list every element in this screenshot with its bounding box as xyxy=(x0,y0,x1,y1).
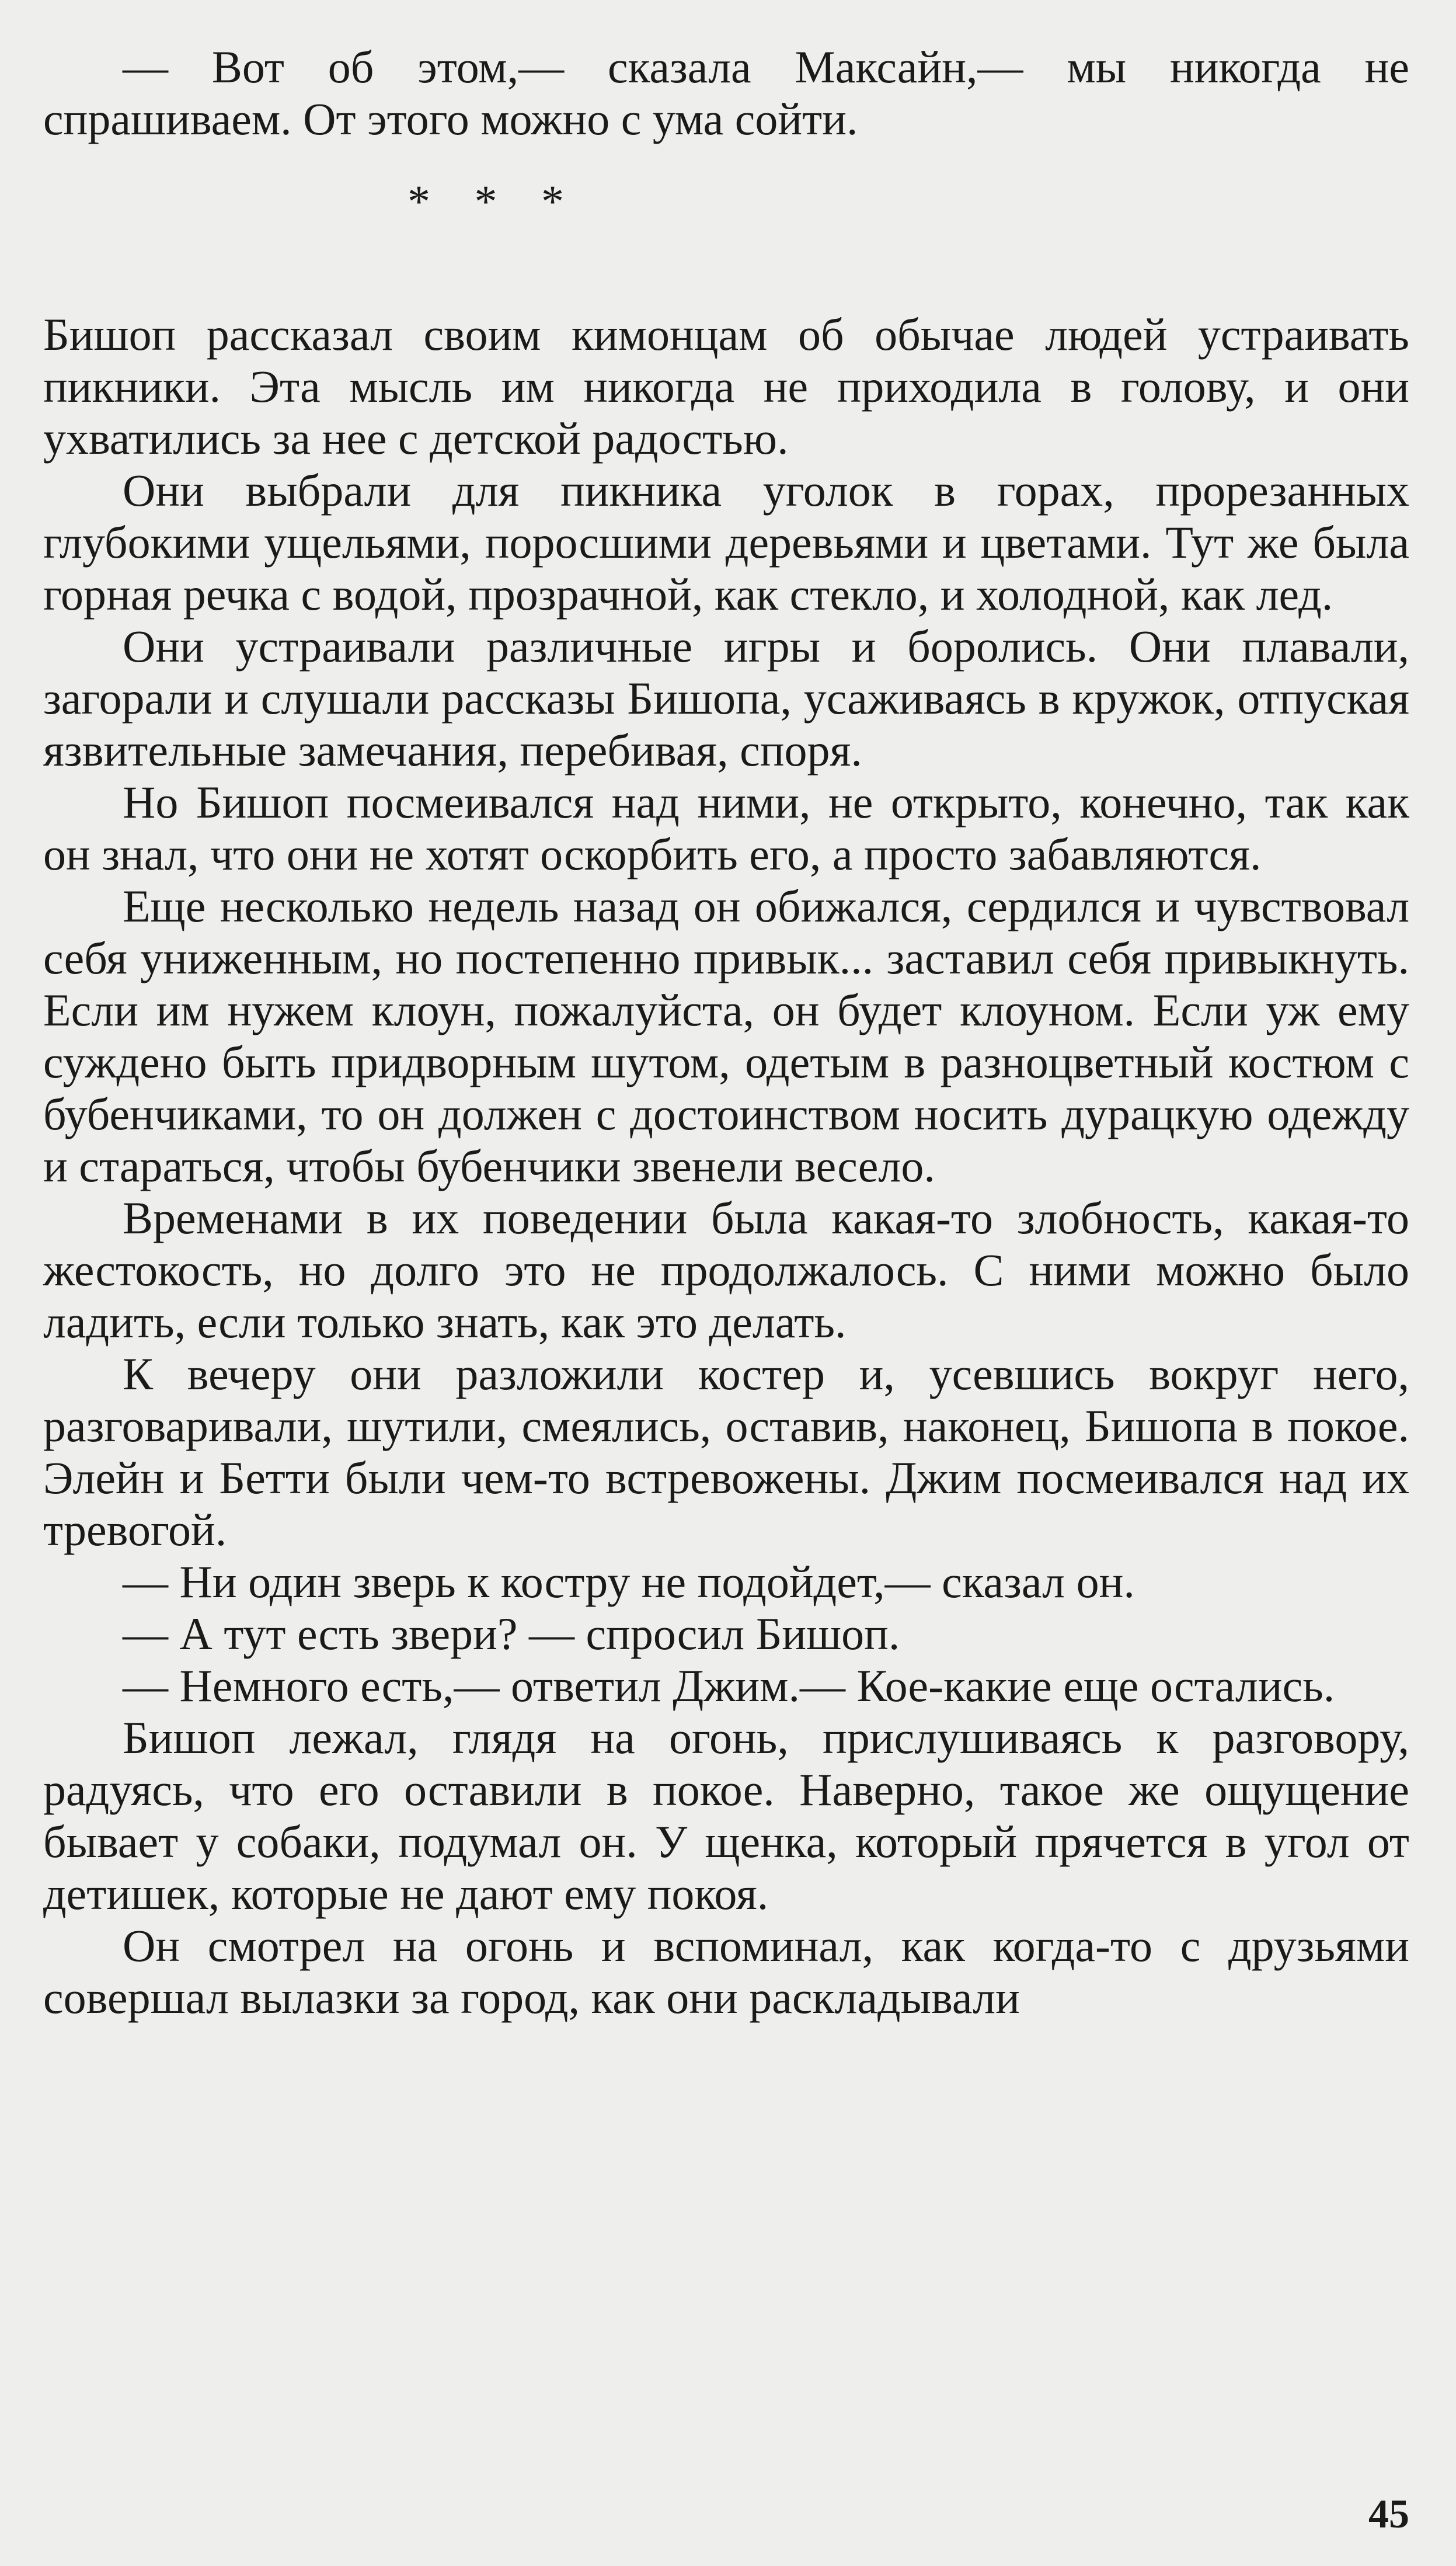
paragraph: Еще несколько недель назад он обижался, сердился и чувствовал себя униженным, но постепенно привык... заставил себя привыкнуть. Если им нужем клоун, пожалуйста, он будет клоуном. Если уж ему суждено быть придворным шутом, одетым в разноцветный костюм с бубенчиками, то он должен с достоинством носить дурацкую одежду и стараться, чтобы бубенчики звенели весело. xyxy=(43,881,1409,1191)
paragraph: Бишоп лежал, глядя на огонь, прислушиваясь к разговору, радуясь, что его оставили в покое. Наверно, такое же ощущение бывает у собаки, подумал он. У щенка, который прячется в угол от детишек, которые не дают ему покоя. xyxy=(43,1712,1409,1919)
paragraph: Бишоп рассказал своим кимонцам об обычае людей устраивать пикники. Эта мысль им никогда не приходила в голову, и они ухватились за нее с детской радостью. xyxy=(43,309,1409,464)
opening-dialogue: — Вот об этом,— сказала Максайн,— мы никогда не спрашиваем. От этого можно с ума сойти. xyxy=(43,41,1409,144)
dialogue-line: — Ни один зверь к костру не подойдет,— сказал он. xyxy=(123,1556,1135,1607)
paragraph: К вечеру они разложили костер и, усевшись вокруг него, разговаривали, шутили, смеялись, оставив, наконец, Бишопа в покое. Элейн и Бетти были чем-то встревожены. Джим посмеивался над их тревогой. xyxy=(43,1348,1409,1555)
page-body xyxy=(43,41,1409,2023)
paragraph: Но Бишоп посмеивался над ними, не открыто, конечно, так как он знал, что они не хотят оскорбить его, а просто забавляются. xyxy=(43,777,1409,879)
paragraph: Они выбрали для пикника уголок в горах, прорезанных глубокими ущельями, поросшими деревьями и цветами. Тут же была горная речка с водой, прозрачной, как стекло, и холодной, как лед. xyxy=(43,465,1409,620)
paragraph: Временами в их поведении была какая-то злобность, какая-то жестокость, но долго это не продолжалось. С ними можно было ладить, если только знать, как это делать. xyxy=(43,1192,1409,1347)
paragraph: Они устраивали различные игры и боролись. Они плавали, загорали и слушали рассказы Бишопа, усаживаясь в кружок, отпуская язвительные замечания, перебивая, споря. xyxy=(43,621,1409,776)
dialogue-line: — Немного есть,— ответил Джим.— Кое-какие еще остались. xyxy=(123,1660,1335,1711)
section-break xyxy=(43,145,1409,308)
section-break-stars: * * * xyxy=(407,176,580,227)
page-number: 45 xyxy=(1368,2492,1409,2537)
dialogue-line: — А тут есть звери? — спросил Бишоп. xyxy=(123,1608,900,1659)
paragraph: Он смотрел на огонь и вспоминал, как когда-то с друзьями совершал вылазки за город, как они раскладывали xyxy=(43,1920,1409,2023)
